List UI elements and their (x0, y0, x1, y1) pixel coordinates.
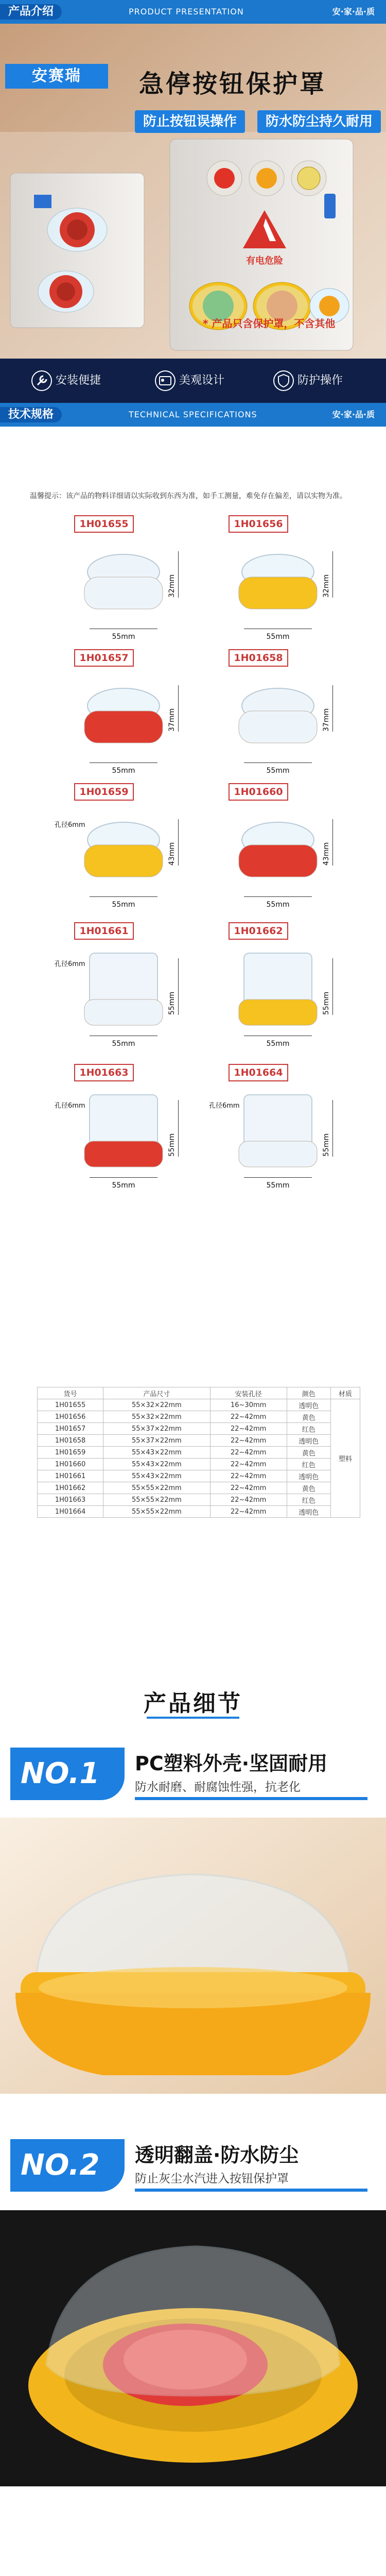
table-row (38, 1494, 360, 1506)
section-title: 产品细节 (144, 1690, 242, 1717)
table-cell: 55×43×22mm (103, 1470, 210, 1482)
spec-card-code: 1H01659 (74, 783, 134, 801)
warning-label: 有电危险 (246, 256, 283, 266)
table-cell: 1H01663 (38, 1494, 103, 1506)
table-cell: 1H01661 (38, 1470, 103, 1482)
product-title: 急停按钮保护罩 (139, 70, 327, 98)
table-cell: 55×55×22mm (103, 1506, 210, 1518)
table-cell: 22~42mm (210, 1435, 287, 1447)
spec-card-code: 1H01662 (229, 922, 288, 940)
col-size: 产品尺寸 (103, 1387, 210, 1399)
spec-card-code: 1H01657 (74, 649, 134, 667)
spec-card (201, 515, 355, 646)
spec-card (201, 922, 355, 1053)
spec-card (201, 1064, 355, 1195)
spec-intro-text: 温馨提示：该产品的物料详细请以实际收到东西为准，如手工测量，难免存在偏差，请以实物为准。 (30, 492, 347, 500)
flip-cover-photo (0, 2210, 386, 2486)
feature-protect-label: 防护操作 (297, 374, 343, 387)
spec-card-width: 55mm (112, 633, 135, 641)
table-row (38, 1435, 360, 1447)
col-hole: 安装孔径 (210, 1387, 287, 1399)
table-cell: 黄色 (287, 1447, 330, 1459)
spec-card-hole: 孔径6mm (209, 1102, 240, 1110)
table-cell: 55×37×22mm (103, 1423, 210, 1435)
spec-card-code: 1H01663 (74, 1064, 134, 1081)
small-control-box (10, 173, 144, 328)
table-cell: 透明色 (287, 1506, 330, 1518)
spec-card-code: 1H01655 (74, 515, 134, 533)
feature-chip-waterproof: 防水防尘持久耐用 (257, 110, 381, 133)
detail-desc-2: 防止灰尘水汽进入按钮保护罩 (135, 2172, 289, 2185)
spec-card-width: 55mm (112, 1040, 135, 1048)
brand-slogan-2: 安·家·品·质 (332, 410, 375, 419)
table-cell: 红色 (287, 1494, 330, 1506)
table-cell: 22~42mm (210, 1494, 287, 1506)
table-cell: 22~42mm (210, 1423, 287, 1435)
spec-card-height: 32mm (322, 551, 333, 598)
spec-table-header (38, 1387, 360, 1399)
spec-card (201, 649, 355, 780)
spec-card-code: 1H01664 (229, 1064, 288, 1081)
table-cell: 1H01656 (38, 1411, 103, 1423)
spec-header-band (0, 403, 386, 427)
spec-card (46, 1064, 201, 1195)
detail-point-1 (0, 1737, 386, 1815)
spec-card-width: 55mm (266, 1040, 290, 1048)
feature-chip-misoperation: 防止按钮误操作 (135, 110, 245, 133)
col-color: 颜色 (287, 1387, 330, 1399)
feature-install (31, 368, 101, 394)
spec-card-dim-line (90, 762, 157, 763)
spec-card-height: 55mm (168, 958, 179, 1015)
table-cell: 1H01658 (38, 1435, 103, 1447)
feature-install-label: 安装便捷 (56, 374, 101, 387)
spec-card-code: 1H01658 (229, 649, 288, 667)
feature-protect (273, 368, 343, 394)
spec-card-height: 37mm (168, 685, 179, 732)
spec-card-height: 37mm (322, 685, 333, 732)
spec-card (46, 783, 201, 914)
spec-card-code: 1H01660 (229, 783, 288, 801)
table-cell: 1H01655 (38, 1399, 103, 1411)
detail-title-2: 透明翻盖·防水防尘 (135, 2144, 299, 2166)
spec-card-hole: 孔径6mm (55, 960, 85, 968)
spec-card-height: 55mm (322, 1100, 333, 1157)
spec-card-dim-line (244, 896, 312, 897)
spec-card-width: 55mm (112, 901, 135, 909)
table-cell: 1H01660 (38, 1459, 103, 1470)
spec-card-width: 55mm (266, 633, 290, 641)
table-row (38, 1459, 360, 1470)
table-row (38, 1447, 360, 1459)
spec-card-height: 55mm (168, 1100, 179, 1157)
spec-card-code: 1H01656 (229, 515, 288, 533)
spec-card-code: 1H01661 (74, 922, 134, 940)
table-cell: 55×32×22mm (103, 1411, 210, 1423)
id-card-icon (154, 370, 176, 392)
table-row (38, 1423, 360, 1435)
spec-card (46, 922, 201, 1053)
detail-point-2 (0, 2129, 386, 2206)
table-cell: 55×43×22mm (103, 1459, 210, 1470)
detail-photo-2 (0, 2210, 386, 2486)
detail-number-2: NO.2 (10, 2139, 125, 2192)
spec-table (37, 1387, 360, 1518)
detail-title-1: PC塑料外壳·坚固耐用 (135, 1752, 328, 1775)
table-cell: 22~42mm (210, 1459, 287, 1470)
spec-card-width: 55mm (266, 1181, 290, 1190)
table-cell: 透明色 (287, 1399, 330, 1411)
spec-card-dim-line (244, 1177, 312, 1178)
table-cell: 红色 (287, 1423, 330, 1435)
detail-bar-1 (135, 1797, 367, 1800)
table-cell: 1H01657 (38, 1423, 103, 1435)
spec-card-dim-line (90, 1177, 157, 1178)
spec-card-height: 32mm (168, 551, 179, 598)
table-cell: 1H01659 (38, 1447, 103, 1459)
wrench-icon (31, 370, 52, 392)
shield-icon (273, 370, 294, 392)
table-cell: 红色 (287, 1459, 330, 1470)
col-material: 材质 (330, 1387, 360, 1399)
table-cell: 55×55×22mm (103, 1494, 210, 1506)
spec-subtitle: TECHNICAL SPECIFICATIONS (129, 410, 257, 419)
cover-hero (0, 24, 386, 359)
table-cell: 黄色 (287, 1411, 330, 1423)
pc-shell-photo (0, 1818, 386, 2094)
feature-design (154, 368, 224, 394)
intro-tag: 产品介绍 (0, 4, 62, 20)
table-cell: 黄色 (287, 1482, 330, 1494)
spec-card (201, 783, 355, 914)
spec-card-hole: 孔径6mm (55, 821, 85, 829)
spec-card-dim-line (244, 762, 312, 763)
intro-header-band (0, 0, 386, 24)
spec-card-dim-line (90, 896, 157, 897)
table-cell: 1H01662 (38, 1482, 103, 1494)
brand-logo: 安赛瑞 (5, 64, 108, 89)
table-cell: 55×32×22mm (103, 1399, 210, 1411)
brand-slogan: 安·家·品·质 (332, 7, 375, 16)
spec-card (46, 515, 201, 646)
table-cell: 22~42mm (210, 1506, 287, 1518)
table-row (38, 1482, 360, 1494)
table-cell: 22~42mm (210, 1482, 287, 1494)
intro-subtitle: PRODUCT PRESENTATION (129, 7, 244, 16)
table-cell: 透明色 (287, 1470, 330, 1482)
spec-card-height: 43mm (322, 819, 333, 866)
spec-card-width: 55mm (112, 767, 135, 775)
table-cell: 1H01664 (38, 1506, 103, 1518)
table-cell-material: 塑料 (330, 1399, 360, 1518)
detail-photo-1 (0, 1818, 386, 2094)
table-row (38, 1399, 360, 1411)
table-row (38, 1411, 360, 1423)
spec-card-width: 55mm (266, 901, 290, 909)
col-sku: 货号 (38, 1387, 103, 1399)
spec-card-height: 55mm (322, 958, 333, 1015)
table-cell: 55×55×22mm (103, 1482, 210, 1494)
spec-card-width: 55mm (112, 1181, 135, 1190)
table-row (38, 1470, 360, 1482)
spec-tag: 技术规格 (0, 407, 62, 422)
table-cell: 16~30mm (210, 1399, 287, 1411)
spec-card-height: 43mm (168, 819, 179, 866)
contents-note: * 产品只含保护罩，不含其他 (203, 317, 336, 330)
table-cell: 22~42mm (210, 1411, 287, 1423)
table-cell: 22~42mm (210, 1447, 287, 1459)
table-cell: 透明色 (287, 1435, 330, 1447)
spec-card (46, 649, 201, 780)
table-cell: 55×37×22mm (103, 1435, 210, 1447)
feature-design-label: 美观设计 (179, 374, 225, 387)
section-underline (147, 1717, 239, 1719)
table-cell: 22~42mm (210, 1470, 287, 1482)
detail-number-1: NO.1 (10, 1748, 125, 1800)
spec-card-hole: 孔径6mm (55, 1102, 85, 1110)
feature-bar (0, 359, 386, 403)
detail-bar-2 (135, 2189, 367, 2192)
spec-card-width: 55mm (266, 767, 290, 775)
detail-desc-1: 防水耐磨、耐腐蚀性强，抗老化 (135, 1781, 301, 1794)
table-cell: 55×43×22mm (103, 1447, 210, 1459)
table-row (38, 1506, 360, 1518)
